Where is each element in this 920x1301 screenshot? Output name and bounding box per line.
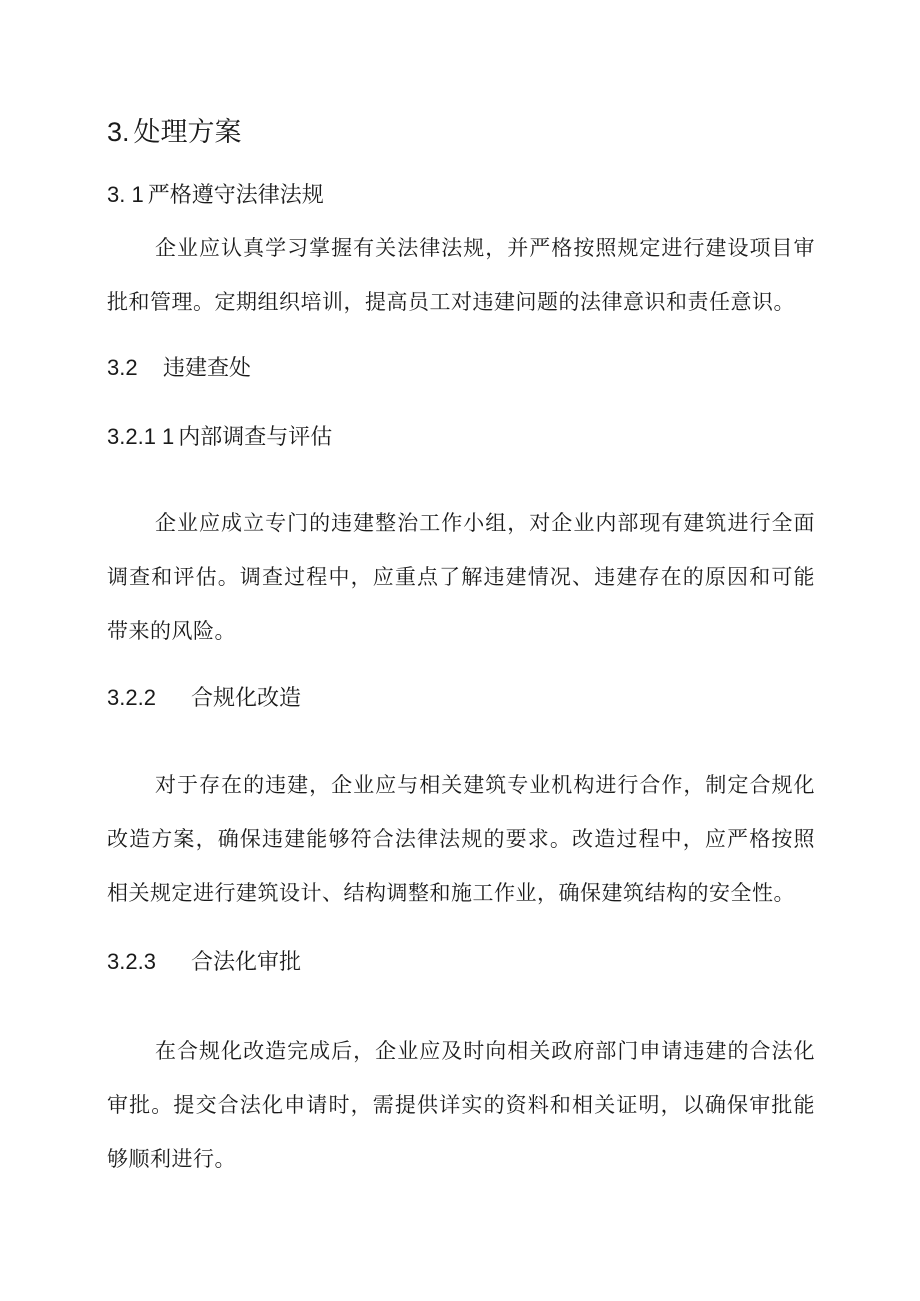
subsection-3-2-2-paragraph: 对于存在的违建，企业应与相关建筑专业机构进行合作，制定合规化改造方案，确保违建能够符合法律法规的要求。改造过程中，应严格按照相关规定进行建筑设计、结构调整和施工作业，确保建筑结构的安全性。 — [107, 773, 815, 905]
section-title: 处理方案 — [133, 117, 242, 148]
subsection-3-2-2-number: 3.2.2 — [107, 685, 156, 710]
subsection-3-2-title: 违建查处 — [163, 356, 252, 381]
subsection-3-1-heading — [107, 181, 815, 210]
section-heading — [107, 115, 815, 150]
subsection-3-2-1-heading — [107, 423, 815, 452]
subsection-3-1-number: 3. 1 — [107, 182, 144, 207]
subsection-3-2-3-title: 合法化审批 — [191, 950, 302, 975]
subsection-3-2-number: 3.2 — [107, 355, 138, 380]
subsection-3-1-title: 严格遵守法律法规 — [147, 183, 324, 208]
subsection-3-2-2-heading — [107, 684, 815, 713]
subsection-3-2-heading — [107, 354, 815, 383]
subsection-3-2-3-number: 3.2.3 — [107, 949, 156, 974]
subsection-3-2-1-title: 内部调查与评估 — [178, 425, 333, 450]
section-number: 3. — [107, 117, 130, 147]
subsection-3-2-3-paragraph: 在合规化改造完成后，企业应及时向相关政府部门申请违建的合法化审批。提交合法化申请时，需提供详实的资料和相关证明，以确保审批能够顺利进行。 — [107, 1039, 815, 1171]
subsection-3-2-2-title: 合规化改造 — [191, 686, 302, 711]
subsection-3-2-3-heading — [107, 948, 815, 977]
subsection-3-2-1-number: 3.2.1 1 — [107, 424, 175, 449]
subsection-3-1-paragraph: 企业应认真学习掌握有关法律法规，并严格按照规定进行建设项目审批和管理。定期组织培训，提高员工对违建问题的法律意识和责任意识。 — [107, 236, 815, 314]
subsection-3-2-1-paragraph: 企业应成立专门的违建整治工作小组，对企业内部现有建筑进行全面调查和评估。调查过程中，应重点了解违建情况、违建存在的原因和可能带来的风险。 — [107, 511, 815, 643]
